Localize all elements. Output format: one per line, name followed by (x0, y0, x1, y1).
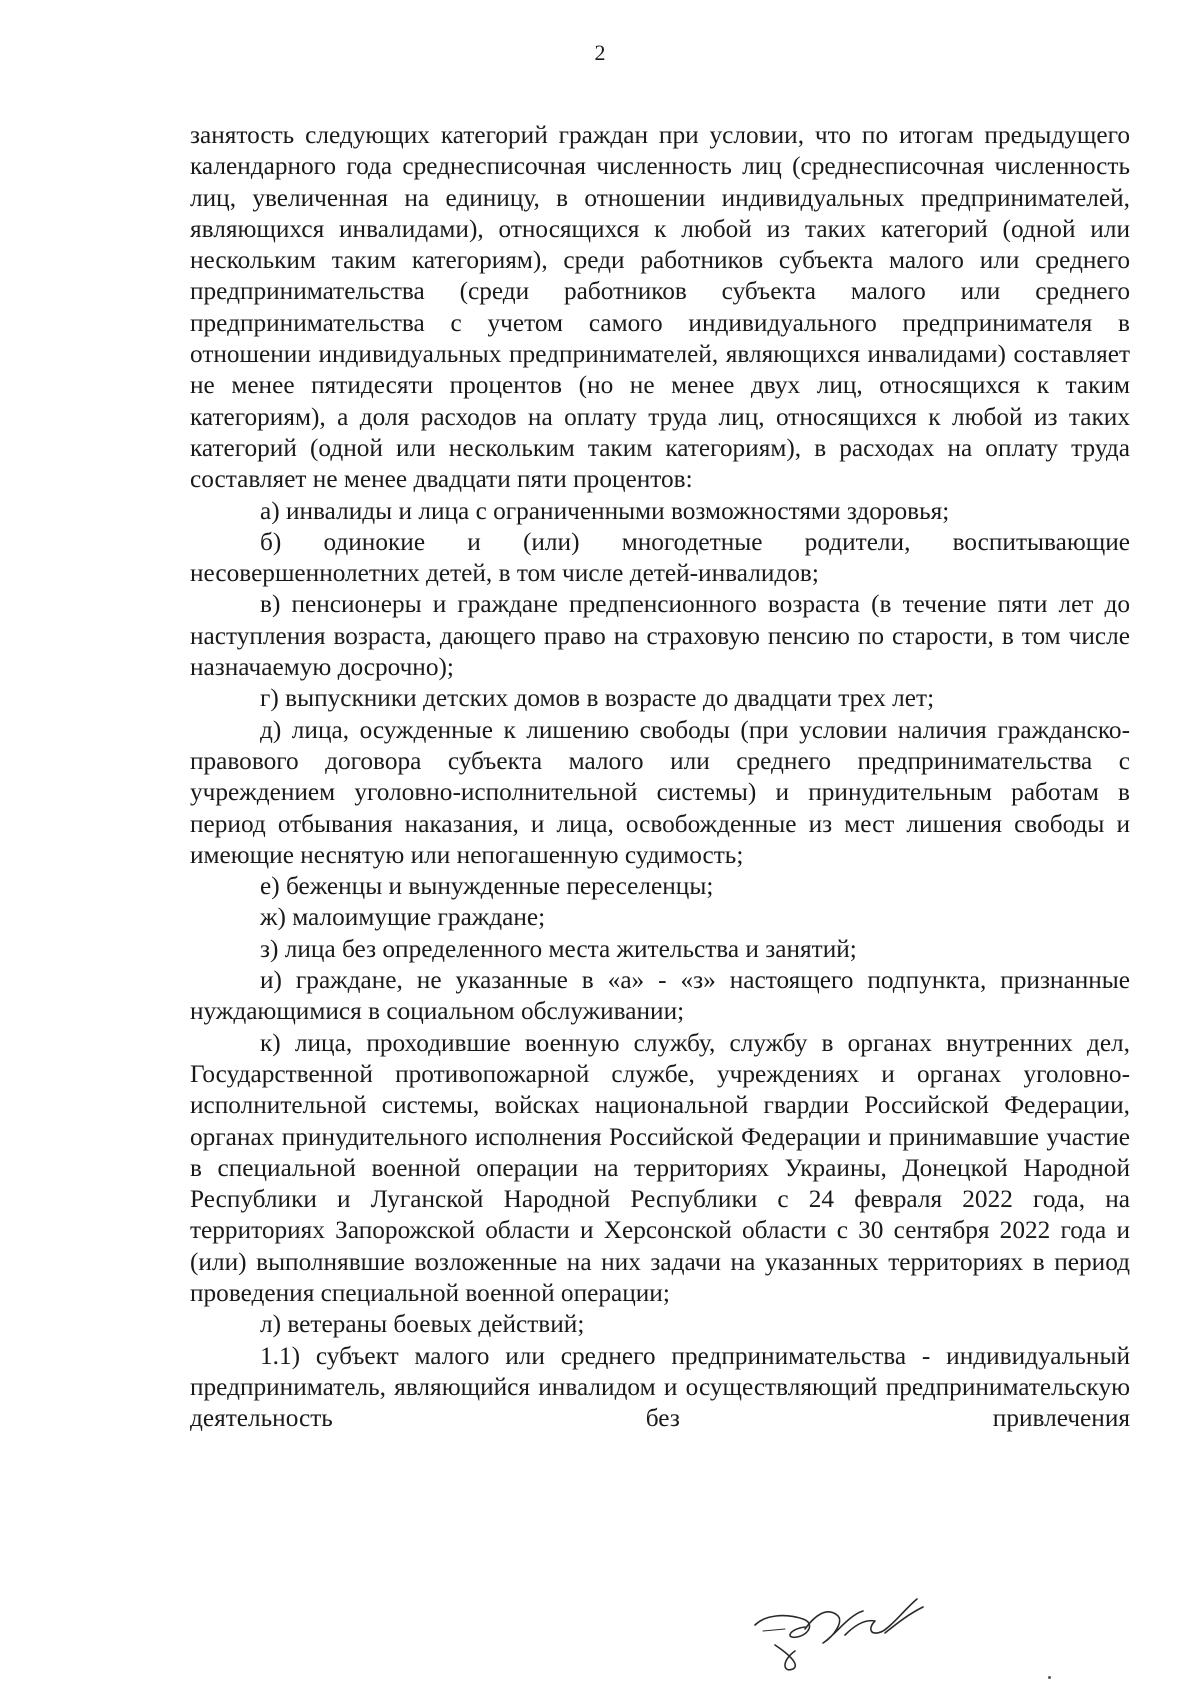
list-item-g: г) выпускники детских домов в возрасте до двадцати трех лет; (260, 684, 935, 713)
list-item-b: б) одинокие и (или) многодетные родители, воспитывающие несовершеннолетних детей, в том числе детей-инвалидов; (190, 527, 1130, 588)
list-item-zh: ж) малоимущие граждане; (260, 903, 546, 932)
list-item-k: к) лица, проходившие военную службу, службу в органах внутренних дел, Государственной противопожарной службе, учреждениях и органах уголовно-исполнительной системы, войсках национальной гвардии Российской Федерации, органах принудительного исполнения Российской Федерации и принимавшие участие в специальной военной операции на территориях Украины, Донецкой Народной Республики и Луганской Народной Республики с 24 февраля 2022 года, на территориях Запорожской области и Херсонской области с 30 сентября 2022 года и (или) выполнявшие возложенные на них задачи на указанных территориях в период проведения специальной военной операции; (190, 1028, 1130, 1307)
list-item-z: з) лица без определенного места жительства и занятий; (260, 934, 857, 963)
scan-speck (1048, 1676, 1051, 1679)
list-item-1-1: 1.1) субъект малого или среднего предпринимательства - индивидуальный предприниматель, являющийся инвалидом и осуществляющий предпринимательскую деятельность без привлечения (190, 1341, 1130, 1433)
paragraph-intro: занятость следующих категорий граждан при условии, что по итогам предыдущего календарного года среднесписочная численность лиц (среднесписочная численность лиц, увеличенная на единицу, в отношении индивидуальных предпринимателей, являющихся инвалидами), относящихся к любой из таких категорий (одной или нескольким таким категориям), среди работников субъекта малого или среднего предпринимательства (среди работников субъекта малого или среднего предпринимательства с учетом самого индивидуального предпринимателя в отношении индивидуальных предпринимателей, являющихся инвалидами) составляет не менее пятидесяти процентов (но не менее двух лиц, относящихся к таким категориям), а доля расходов на оплату труда лиц, относящихся к любой из таких категорий (одной или нескольким таким категориям), в расходах на оплату труда составляет не менее двадцати пяти процентов: (190, 121, 1130, 494)
list-item-a: а) инвалиды и лица с ограниченными возможностями здоровья; (260, 496, 950, 525)
document-body (190, 120, 1130, 1434)
handwritten-signature (745, 1585, 945, 1675)
list-item-d: д) лица, осужденные к лишению свободы (при условии наличия гражданско-правового договора субъекта малого или среднего предпринимательства с учреждением уголовно-исполнительной системы) и принудительным работам в период отбывания наказания, и лица, освобожденные из мест лишения свободы и имеющие неснятую или непогашенную судимость; (190, 715, 1130, 869)
list-item-l: л) ветераны боевых действий; (260, 1310, 585, 1339)
list-item-e: е) беженцы и вынужденные переселенцы; (260, 872, 714, 901)
page-number: 2 (594, 40, 606, 65)
list-item-i: и) граждане, не указанные в «а» - «з» настоящего подпункта, признанные нуждающимися в социальном обслуживании; (190, 966, 1130, 1026)
list-item-v: в) пенсионеры и граждане предпенсионного возраста (в течение пяти лет до наступления возраста, дающего право на страховую пенсию по старости, в том числе назначаемую досрочно); (190, 590, 1130, 682)
